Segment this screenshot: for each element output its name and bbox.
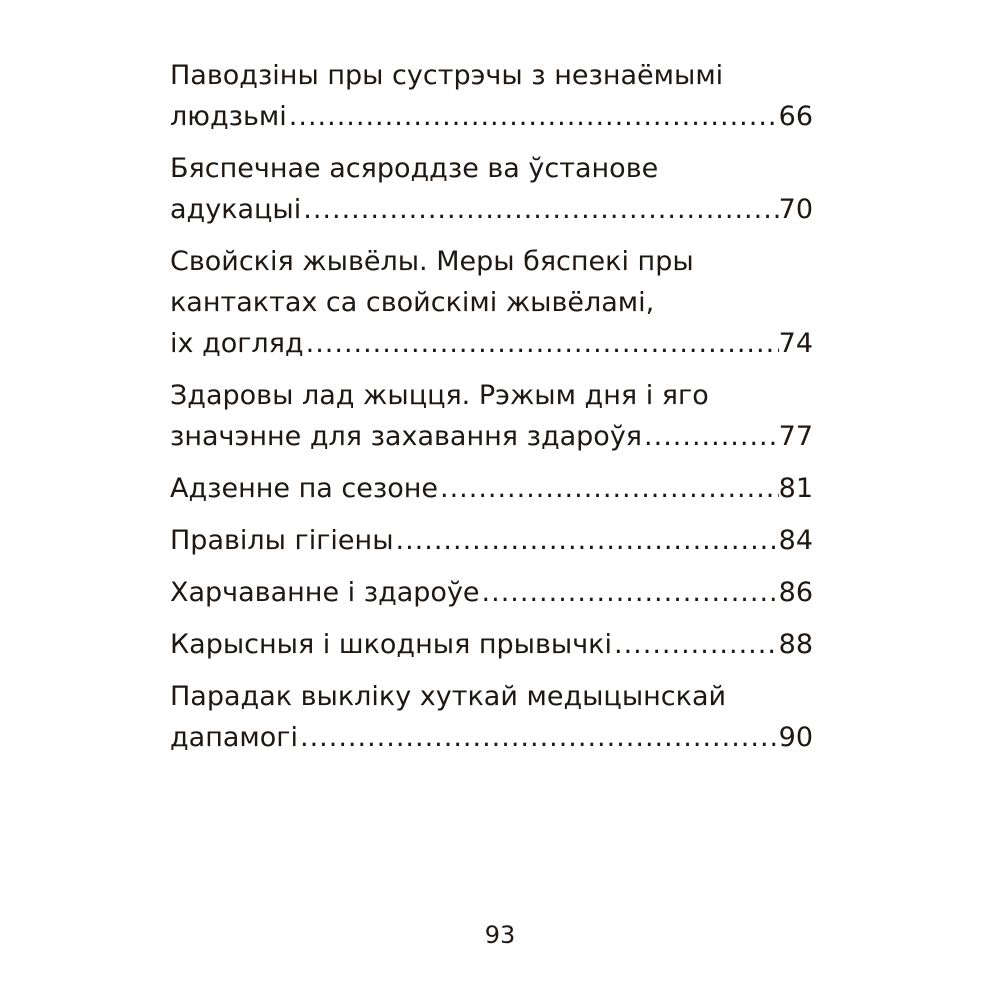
dot-leader xyxy=(642,416,779,457)
toc-entry-page-number: 86 xyxy=(778,577,813,608)
toc-entry-page-number: 81 xyxy=(778,473,813,504)
toc-entry-title-end: значэнне для захавання здароўя xyxy=(170,421,643,452)
toc-entry[interactable] xyxy=(170,676,813,758)
toc-entry-page-number: 77 xyxy=(778,421,813,452)
toc-entry-final-line xyxy=(170,323,813,364)
toc-entry-final-line xyxy=(170,189,813,230)
toc-entry-title-line: кантактах са свойскімі жывёламі, xyxy=(170,287,655,318)
toc-entry-page-number: 70 xyxy=(778,194,813,225)
table-of-contents xyxy=(170,55,813,769)
dot-leader xyxy=(612,624,779,665)
toc-entry-final-line xyxy=(170,717,813,758)
toc-entry[interactable] xyxy=(170,624,813,665)
page-number: 93 xyxy=(484,921,516,949)
toc-entry-title-end: Адзенне па сезоне xyxy=(170,473,438,504)
toc-entry-page-number: 66 xyxy=(778,101,813,132)
toc-entry-title-end: адукацыі xyxy=(170,194,302,225)
toc-entry[interactable] xyxy=(170,375,813,457)
dot-leader xyxy=(298,717,779,758)
toc-entry[interactable] xyxy=(170,55,813,137)
toc-entry-title-line: Здаровы лад жыцця. Рэжым дня і яго xyxy=(170,380,709,411)
toc-entry[interactable] xyxy=(170,241,813,364)
dot-leader xyxy=(301,189,778,230)
toc-entry-final-line xyxy=(170,572,813,613)
toc-entry-title-end: Правілы гігіены xyxy=(170,525,394,556)
toc-entry-title-line: Свойскія жывёлы. Меры бяспекі пры xyxy=(170,246,694,277)
toc-entry-page-number: 74 xyxy=(778,328,813,359)
toc-entry[interactable] xyxy=(170,520,813,561)
toc-entry-page-number: 90 xyxy=(778,722,813,753)
toc-entry-title-line: Паводзіны пры сустрэчы з незнаёмымі xyxy=(170,60,724,91)
dot-leader xyxy=(480,572,779,613)
toc-entry-title-end: іх догляд xyxy=(170,328,304,359)
dot-leader xyxy=(438,468,779,509)
toc-entry[interactable] xyxy=(170,468,813,509)
dot-leader xyxy=(304,323,779,364)
toc-entry-final-line xyxy=(170,416,813,457)
toc-entry-title-end: дапамогі xyxy=(170,722,298,753)
toc-entry-title-line: Парадак выкліку хуткай медыцынскай xyxy=(170,681,727,712)
toc-entry-final-line xyxy=(170,468,813,509)
toc-entry-title-line: Бяспечнае асяроддзе ва ўстанове xyxy=(170,153,659,184)
toc-entry-page-number: 84 xyxy=(778,525,813,556)
toc-entry-title-end: людзьмі xyxy=(170,101,287,132)
toc-entry[interactable] xyxy=(170,148,813,230)
toc-entry-title-end: Карысныя і шкодныя прывычкі xyxy=(170,629,612,660)
dot-leader xyxy=(287,96,779,137)
toc-entry[interactable] xyxy=(170,572,813,613)
dot-leader xyxy=(394,520,779,561)
toc-entry-final-line xyxy=(170,96,813,137)
toc-entry-page-number: 88 xyxy=(778,629,813,660)
toc-entry-final-line xyxy=(170,624,813,665)
toc-entry-title-end: Харчаванне і здароўе xyxy=(170,577,480,608)
toc-entry-final-line xyxy=(170,520,813,561)
